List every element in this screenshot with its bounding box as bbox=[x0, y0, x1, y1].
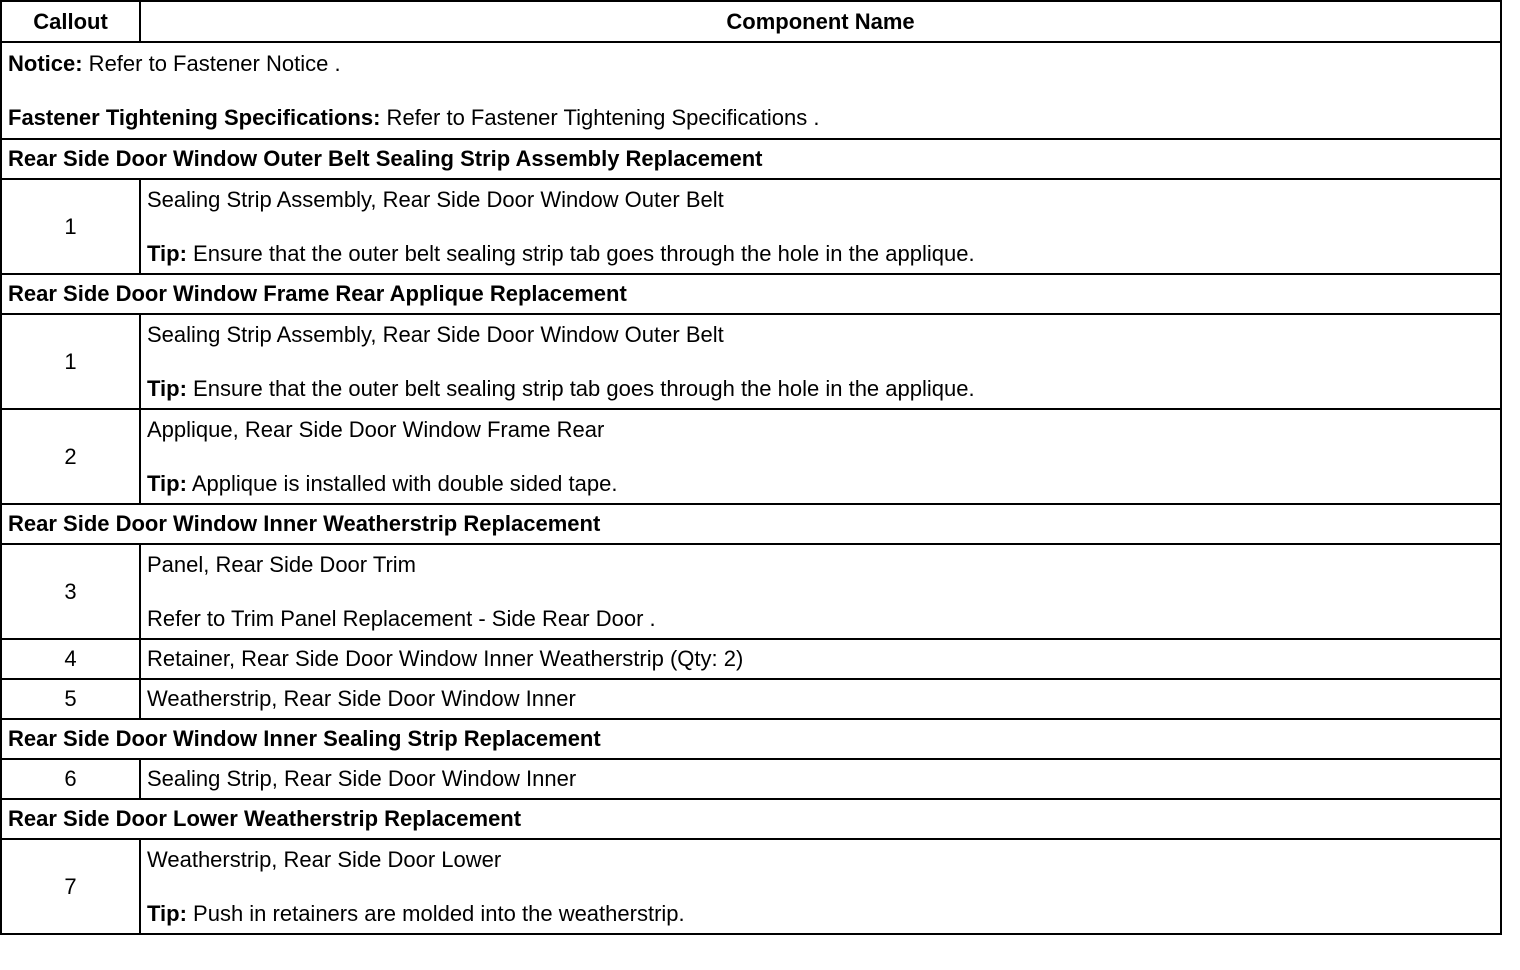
component-name: Sealing Strip Assembly, Rear Side Door Window Outer Belt bbox=[147, 186, 724, 212]
callout-number: 2 bbox=[1, 409, 140, 504]
section-title: Rear Side Door Window Frame Rear Applique Replacement bbox=[1, 274, 1501, 314]
header-row bbox=[1, 1, 1501, 42]
notice-cell bbox=[1, 42, 1501, 139]
tip-text: Applique is installed with double sided tape. bbox=[186, 470, 618, 496]
tip-label: Tip: bbox=[147, 470, 187, 496]
section-title: Rear Side Door Window Outer Belt Sealing Strip Assembly Replacement bbox=[1, 139, 1501, 179]
callout-number: 5 bbox=[1, 679, 140, 719]
callout-number: 1 bbox=[1, 179, 140, 274]
section-row bbox=[1, 139, 1501, 179]
callout-number: 3 bbox=[1, 544, 140, 639]
component-cell bbox=[140, 544, 1501, 639]
callout-number: 4 bbox=[1, 639, 140, 679]
section-row bbox=[1, 274, 1501, 314]
reference-note: Refer to Trim Panel Replacement - Side Rear Door . bbox=[147, 605, 656, 631]
component-cell bbox=[140, 314, 1501, 409]
component-name: Weatherstrip, Rear Side Door Window Inner bbox=[140, 679, 1501, 719]
component-cell bbox=[140, 409, 1501, 504]
notice-text: Refer to Fastener Notice . bbox=[82, 50, 341, 76]
table-row bbox=[1, 409, 1501, 504]
callout-number: 1 bbox=[1, 314, 140, 409]
tip-text: Ensure that the outer belt sealing strip tab goes through the hole in the applique. bbox=[186, 240, 975, 266]
tip-text: Ensure that the outer belt sealing strip tab goes through the hole in the applique. bbox=[186, 375, 975, 401]
tip-label: Tip: bbox=[147, 375, 187, 401]
table-row bbox=[1, 759, 1501, 799]
table-row bbox=[1, 679, 1501, 719]
section-title: Rear Side Door Window Inner Weatherstrip Replacement bbox=[1, 504, 1501, 544]
table-row bbox=[1, 314, 1501, 409]
callout-number: 7 bbox=[1, 839, 140, 934]
table-row bbox=[1, 544, 1501, 639]
tip-text: Push in retainers are molded into the weatherstrip. bbox=[186, 900, 685, 926]
component-name: Applique, Rear Side Door Window Frame Rear bbox=[147, 416, 605, 442]
spec-label: Fastener Tightening Specifications: bbox=[8, 104, 381, 130]
section-row bbox=[1, 719, 1501, 759]
table-row bbox=[1, 639, 1501, 679]
table-row bbox=[1, 179, 1501, 274]
notice-row bbox=[1, 42, 1501, 139]
component-name: Retainer, Rear Side Door Window Inner Weatherstrip (Qty: 2) bbox=[140, 639, 1501, 679]
section-row bbox=[1, 799, 1501, 839]
tip-label: Tip: bbox=[147, 900, 187, 926]
component-name: Panel, Rear Side Door Trim bbox=[147, 551, 416, 577]
component-name: Sealing Strip Assembly, Rear Side Door Window Outer Belt bbox=[147, 321, 724, 347]
component-name: Weatherstrip, Rear Side Door Lower bbox=[147, 846, 502, 872]
section-row bbox=[1, 504, 1501, 544]
spec-text: Refer to Fastener Tightening Specifications . bbox=[380, 104, 820, 130]
header-component-name: Component Name bbox=[140, 1, 1501, 42]
header-callout: Callout bbox=[1, 1, 140, 42]
section-title: Rear Side Door Lower Weatherstrip Replacement bbox=[1, 799, 1501, 839]
component-name: Sealing Strip, Rear Side Door Window Inner bbox=[140, 759, 1501, 799]
section-title: Rear Side Door Window Inner Sealing Strip Replacement bbox=[1, 719, 1501, 759]
component-cell bbox=[140, 179, 1501, 274]
callout-number: 6 bbox=[1, 759, 140, 799]
component-cell bbox=[140, 839, 1501, 934]
tip-label: Tip: bbox=[147, 240, 187, 266]
notice-label: Notice: bbox=[8, 50, 83, 76]
table-row bbox=[1, 839, 1501, 934]
